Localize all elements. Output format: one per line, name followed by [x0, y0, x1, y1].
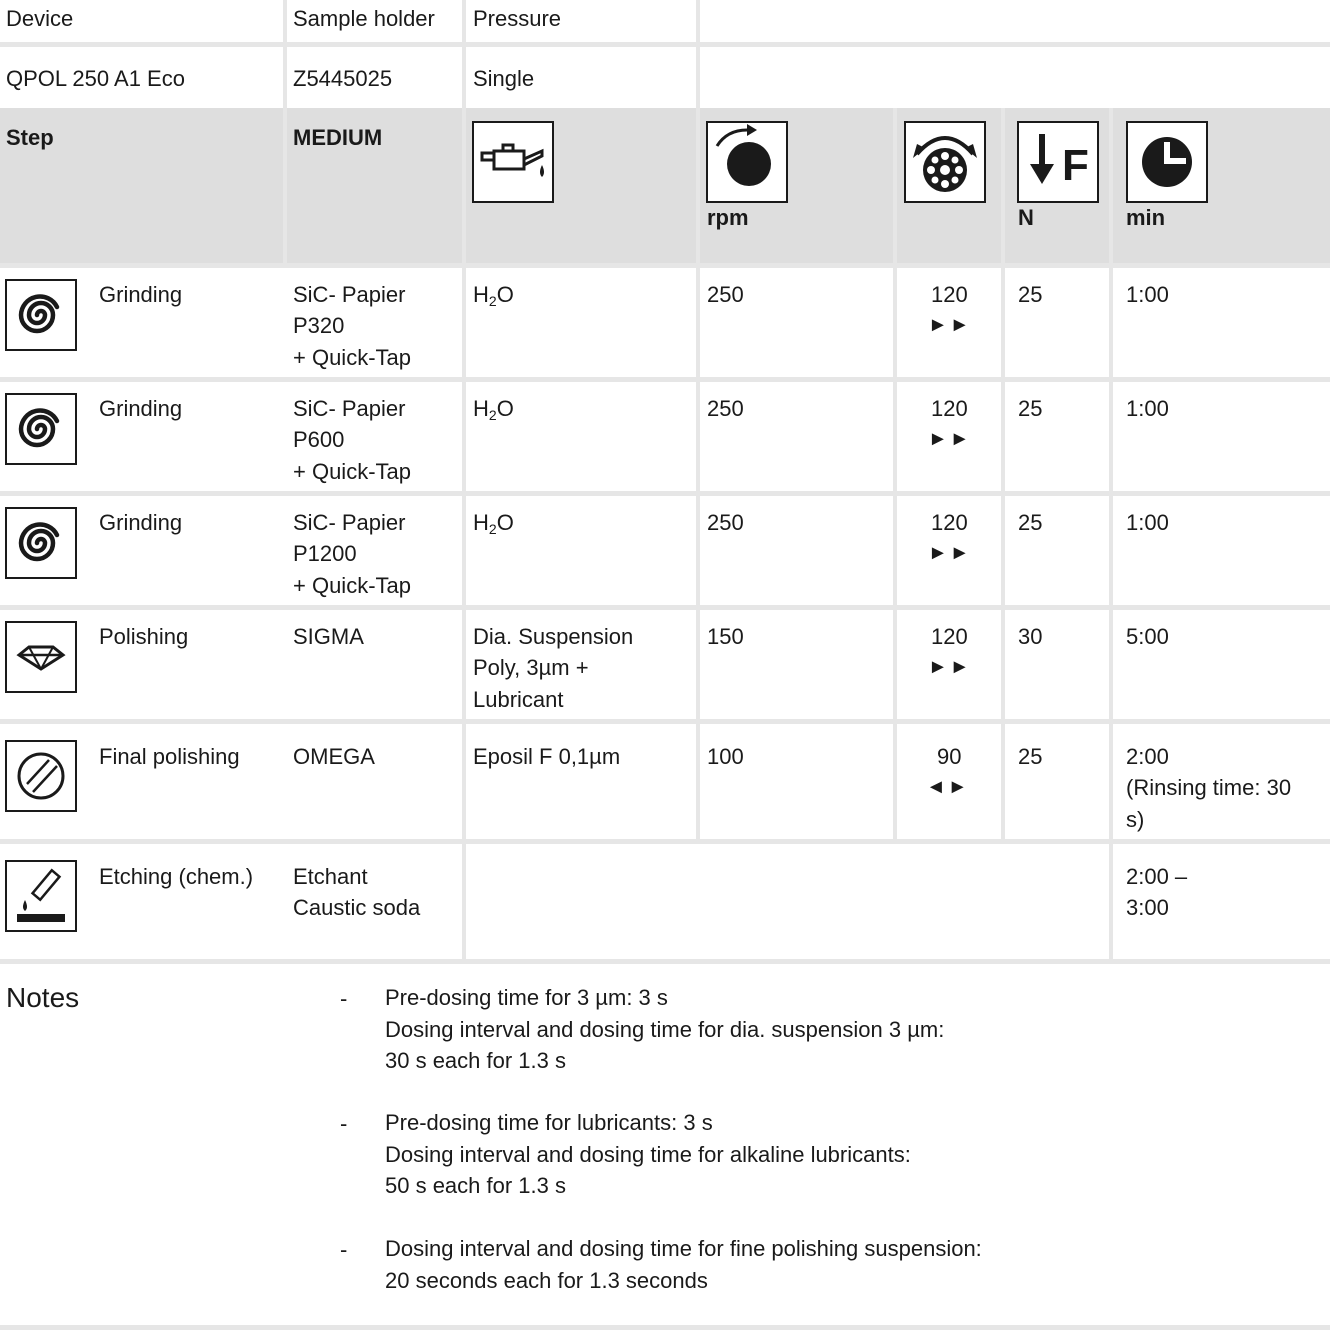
- column-divider: [283, 0, 287, 263]
- row-divider: [0, 491, 1330, 496]
- grinding-spiral-icon: [5, 393, 77, 465]
- note-bullet: -: [340, 1111, 348, 1136]
- note-bullet: -: [340, 1237, 348, 1262]
- step-name: Grinding: [99, 396, 183, 421]
- time-value: 1:00: [1126, 396, 1169, 421]
- note-text: Pre-dosing time for 3 µm: 3 s Dosing interval and dosing time for dia. suspension 3 µm: 30 s each for 1.3 s: [385, 985, 945, 1073]
- time-line: 2:00: [1126, 744, 1169, 769]
- notes-title: Notes: [6, 982, 80, 1013]
- column-divider: [1001, 108, 1005, 843]
- holder-rotation-icon: [904, 121, 986, 203]
- medium-line: + Quick-Tap: [293, 573, 411, 598]
- medium-line: SIGMA: [293, 624, 364, 649]
- step-name: Grinding: [99, 282, 183, 307]
- medium-line: P600: [293, 427, 345, 452]
- etching-icon: [5, 860, 77, 932]
- sample-holder-value: Z5445025: [293, 66, 393, 91]
- step-name: Final polishing: [99, 744, 240, 769]
- row-divider: [0, 1325, 1330, 1330]
- disc-rotation-icon: [706, 121, 788, 203]
- medium-line: Etchant: [293, 864, 368, 889]
- column-divider: [462, 0, 466, 963]
- rpm-value: 250: [707, 282, 744, 307]
- column-divider: [1109, 108, 1113, 963]
- holder-rpm-value: 120: [931, 510, 968, 535]
- grinding-spiral-icon: [5, 507, 77, 579]
- time-line: 3:00: [1126, 895, 1169, 920]
- force-value: 25: [1018, 282, 1043, 307]
- holder-rpm-value: 120: [931, 624, 968, 649]
- clock-icon: [1126, 121, 1208, 203]
- holder-rpm-value: 90: [937, 744, 962, 769]
- lubricant-value: $H_2O$: [473, 510, 514, 537]
- rpm-unit-label: rpm: [707, 205, 749, 230]
- row-divider: [0, 263, 1330, 268]
- step-name: Grinding: [99, 510, 183, 535]
- rpm-value: 250: [707, 510, 744, 535]
- rotation-direction: ►►: [928, 314, 972, 336]
- lubricant-line: Lubricant: [473, 687, 564, 712]
- note-bullet: -: [340, 986, 348, 1011]
- force-value: 25: [1018, 396, 1043, 421]
- rpm-value: 250: [707, 396, 744, 421]
- sample-holder-label: Sample holder: [293, 6, 435, 31]
- force-down-icon: [1017, 121, 1099, 203]
- time-line: 2:00 –: [1126, 864, 1188, 889]
- row-divider: [0, 839, 1330, 844]
- note-text: Pre-dosing time for lubricants: 3 s Dosing interval and dosing time for alkaline lubricants: 50 s each for 1.3 s: [385, 1110, 911, 1198]
- lubricant-line: Dia. Suspension: [473, 624, 634, 649]
- force-value: 25: [1018, 510, 1043, 535]
- holder-rpm-value: 120: [931, 396, 968, 421]
- oil-can-icon: [472, 121, 554, 203]
- medium-line: OMEGA: [293, 744, 375, 769]
- step-header: Step: [6, 125, 54, 150]
- time-line: (Rinsing time: 30: [1126, 775, 1292, 800]
- grinding-spiral-icon: [5, 279, 77, 351]
- rotation-direction: ►►: [928, 428, 972, 450]
- step-name: Etching (chem.): [99, 864, 254, 889]
- time-line: s): [1126, 807, 1145, 832]
- rpm-value: 150: [707, 624, 744, 649]
- column-divider: [893, 108, 897, 843]
- rotation-direction: ►►: [928, 542, 972, 564]
- medium-line: SiC- Papier: [293, 282, 406, 307]
- row-divider: [0, 42, 1330, 47]
- time-value: 1:00: [1126, 282, 1169, 307]
- row-divider: [0, 377, 1330, 382]
- step-name: Polishing: [99, 624, 189, 649]
- medium-line: SiC- Papier: [293, 510, 406, 535]
- rotation-direction: ◄►: [926, 776, 970, 798]
- svg-text:F: F: [1062, 141, 1089, 190]
- lubricant-value: $H_2O$: [473, 282, 514, 309]
- medium-line: SiC- Papier: [293, 396, 406, 421]
- time-value: 5:00: [1126, 624, 1169, 649]
- holder-rpm-value: 120: [931, 282, 968, 307]
- medium-line: P1200: [293, 541, 357, 566]
- medium-line: + Quick-Tap: [293, 459, 411, 484]
- force-value: 25: [1018, 744, 1043, 769]
- time-value: 1:00: [1126, 510, 1169, 535]
- diamond-icon: [5, 621, 77, 693]
- device-label: Device: [6, 6, 74, 31]
- force-value: 30: [1018, 624, 1043, 649]
- row-divider: [0, 719, 1330, 724]
- lubricant-line: Eposil F 0,1µm: [473, 744, 621, 769]
- medium-line: P320: [293, 313, 345, 338]
- device-value: QPOL 250 A1 Eco: [6, 66, 185, 91]
- rpm-value: 100: [707, 744, 744, 769]
- pressure-label: Pressure: [473, 6, 562, 31]
- note-text: Dosing interval and dosing time for fine polishing suspension: 20 seconds each for 1.3 seconds: [385, 1236, 982, 1293]
- medium-line: + Quick-Tap: [293, 345, 411, 370]
- row-divider: [0, 959, 1330, 964]
- lubricant-value: $H_2O$: [473, 396, 514, 423]
- medium-header: MEDIUM: [293, 125, 383, 150]
- force-unit-label: N: [1018, 205, 1034, 230]
- rotation-direction: ►►: [928, 656, 972, 678]
- time-unit-label: min: [1126, 205, 1166, 230]
- final-polish-icon: [5, 740, 77, 812]
- pressure-value: Single: [473, 66, 535, 91]
- lubricant-line: Poly, 3µm +: [473, 655, 589, 680]
- column-divider: [696, 0, 700, 843]
- medium-line: Caustic soda: [293, 895, 421, 920]
- row-divider: [0, 605, 1330, 610]
